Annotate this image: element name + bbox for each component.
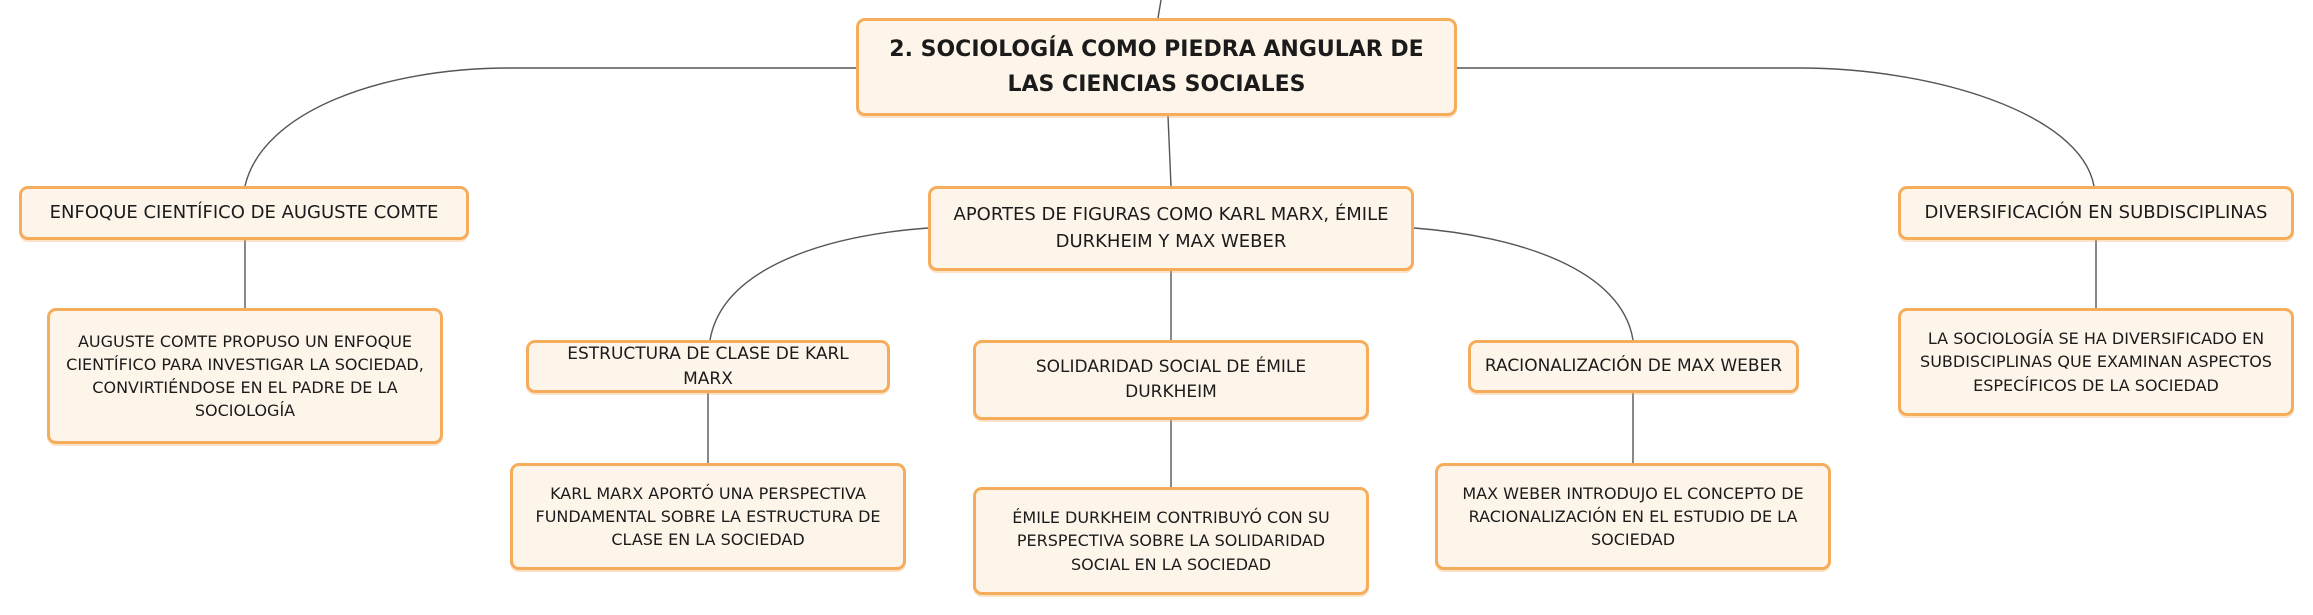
comte-description-label: AUGUSTE COMTE PROPUSO UN ENFOQUE CIENTÍFICO PARA INVESTIGAR LA SOCIEDAD, CONVIRTIÉNDOSE EN EL PADRE DE LA SOCIOLOGÍA: [66, 331, 424, 421]
weber-description-label: MAX WEBER INTRODUJO EL CONCEPTO DE RACIONALIZACIÓN EN EL ESTUDIO DE LA SOCIEDAD: [1462, 483, 1804, 550]
comte-topic-node[interactable]: [19, 186, 469, 240]
marx-topic-node[interactable]: [526, 340, 890, 393]
connector-aportes-weber: [1414, 228, 1633, 340]
connector-root-aportes: [1168, 116, 1171, 186]
durkheim-description-node[interactable]: [973, 487, 1369, 595]
root-topic-node[interactable]: [856, 18, 1457, 116]
connector-aportes-marx: [710, 228, 928, 340]
weber-description-node[interactable]: [1435, 463, 1831, 570]
connector-root-diversificacion: [1457, 68, 2094, 186]
weber-topic-label: RACIONALIZACIÓN DE MAX WEBER: [1484, 356, 1783, 377]
weber-topic-node[interactable]: [1468, 340, 1799, 393]
aportes-topic-label: APORTES DE FIGURAS COMO KARL MARX, ÉMILE DURKHEIM Y MAX WEBER: [953, 204, 1389, 252]
diversificacion-description-node[interactable]: [1898, 308, 2294, 416]
marx-description-node[interactable]: [510, 463, 906, 570]
diversificacion-description-label: LA SOCIOLOGÍA SE HA DIVERSIFICADO EN SUBDISCIPLINAS QUE EXAMINAN ASPECTOS ESPECÍFICOS DE LA SOCIEDAD: [1920, 329, 2272, 395]
marx-topic-label: ESTRUCTURA DE CLASE DE KARL MARX: [567, 343, 849, 389]
connector-root-parent: [1158, 0, 1161, 18]
connector-root-comte: [245, 68, 856, 186]
durkheim-topic-node[interactable]: [973, 340, 1369, 420]
marx-description-label: KARL MARX APORTÓ UNA PERSPECTIVA FUNDAMENTAL SOBRE LA ESTRUCTURA DE CLASE EN LA SOCIEDAD: [535, 483, 881, 550]
diversificacion-topic-node[interactable]: [1898, 186, 2294, 240]
comte-topic-label: ENFOQUE CIENTÍFICO DE AUGUSTE COMTE: [49, 201, 439, 223]
aportes-topic-node[interactable]: [928, 186, 1414, 271]
durkheim-topic-label: SOLIDARIDAD SOCIAL DE ÉMILE DURKHEIM: [1035, 357, 1307, 402]
durkheim-description-label: ÉMILE DURKHEIM CONTRIBUYÓ CON SU PERSPECTIVA SOBRE LA SOLIDARIDAD SOCIAL EN LA SOCIEDAD: [1012, 508, 1330, 574]
root-topic-label: 2. SOCIOLOGÍA COMO PIEDRA ANGULAR DE LAS CIENCIAS SOCIALES: [889, 36, 1424, 97]
comte-description-node[interactable]: [47, 308, 443, 444]
diversificacion-topic-label: DIVERSIFICACIÓN EN SUBDISCIPLINAS: [1924, 201, 2268, 223]
